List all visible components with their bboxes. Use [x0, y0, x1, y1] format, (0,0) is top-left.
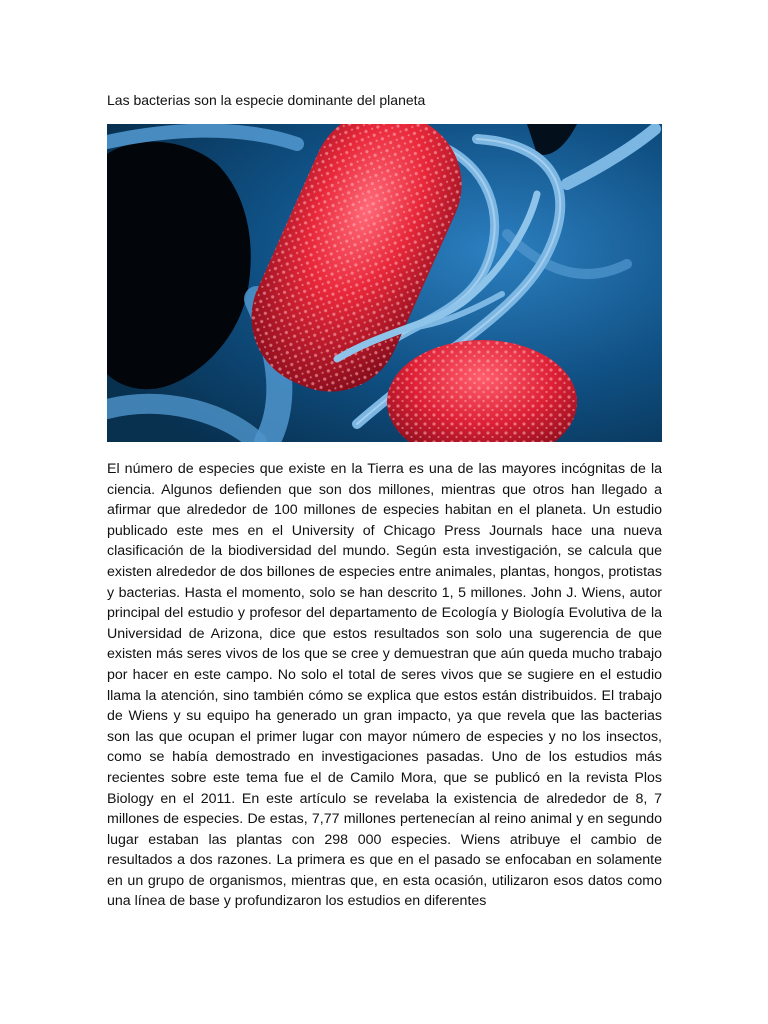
bacteria-image — [107, 124, 662, 442]
bacteria-micrograph-icon — [107, 124, 662, 442]
article-body: El número de especies que existe en la Tierra es una de las mayores incógnitas de la ciencia. Algunos defienden que son dos millones, mientras que otros han llegado a afirmar que alrededor de 100 millones de especies habitan en el planeta. Un estudio publicado este mes en el University of Chicago Press Journals hace una nueva clasificación de la biodiversidad del mundo. Según esta investigación, se calcula que existen alrededor de dos billones de especies entre animales, plantas, hongos, protistas y bacterias. Hasta el momento, solo se han descrito 1, 5 millones. John J. Wiens, autor principal del estudio y profesor del departamento de Ecología y Biología Evolutiva de la Universidad de Arizona, dice que estos resultados son solo una sugerencia de que existen más seres vivos de los que se cree y demuestran que aún queda mucho trabajo por hacer en este campo. No solo el total de seres vivos que se sugiere en el estudio llama la atención, sino también cómo se explica que estos están distribuidos. El trabajo de Wiens y su equipo ha generado un gran impacto, ya que revela que las bacterias son las que ocupan el primer lugar con mayor número de especies y no los insectos, como se había demostrado en investigaciones pasadas. Uno de los estudios más recientes sobre este tema fue el de Camilo Mora, que se publicó en la revista Plos Biology en el 2011. En este artículo se revelaba la existencia de alrededor de 8, 7 millones de especies. De estas, 7,77 millones pertenecían al reino animal y en segundo lugar estaban las plantas con 298 000 especies. Wiens atribuye el cambio de resultados a dos razones. La primera es que en el pasado se enfocaban en solamente en un grupo de organismos, mientras que, en esta ocasión, utilizaron esos datos como una línea de base y profundizaron los estudios en diferentes — [107, 461, 662, 910]
document-title: Las bacterias son la especie dominante del planeta — [107, 92, 426, 108]
